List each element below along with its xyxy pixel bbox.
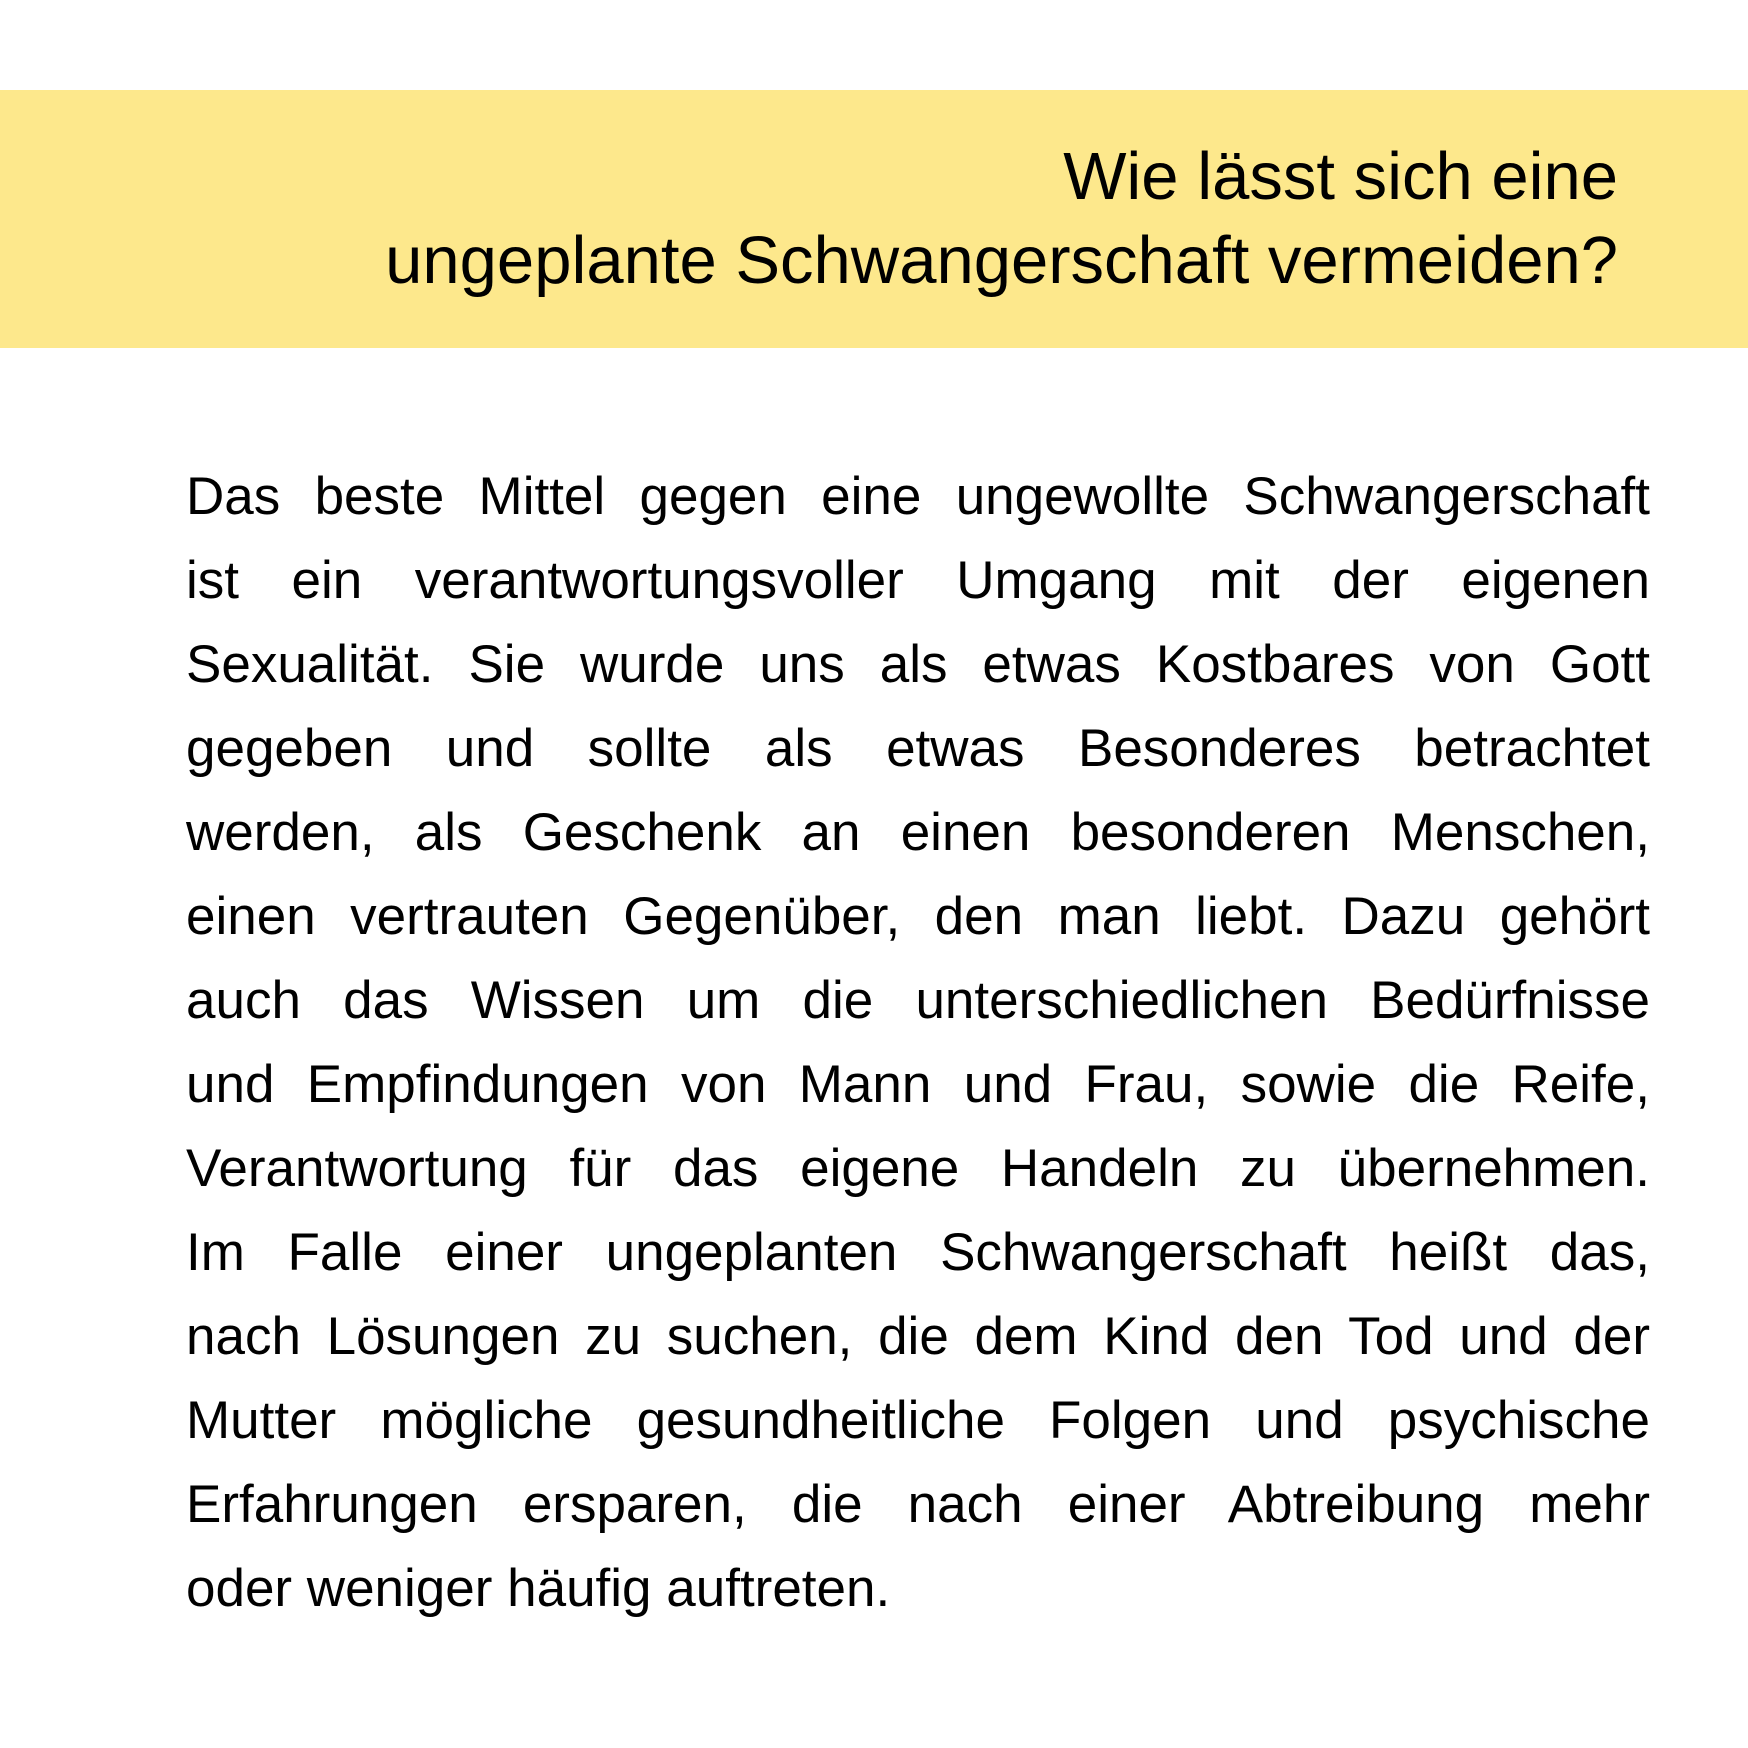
page-title-line-2: ungeplante Schwangerschaft vermeiden?	[385, 223, 1618, 298]
body-line: Erfahrungen ersparen, die nach einer Abtreibung mehr	[186, 1475, 1650, 1534]
body-line: Im Falle einer ungeplanten Schwangerschaft heißt das,	[186, 1223, 1650, 1282]
body-line: ist ein verantwortungsvoller Umgang mit der eigenen	[186, 551, 1650, 610]
body-line: Sexualität. Sie wurde uns als etwas Kostbares von Gott	[186, 635, 1650, 694]
body-line: Mutter mögliche gesundheitliche Folgen und psychische	[186, 1391, 1650, 1450]
page-title-line-1: Wie lässt sich eine	[1063, 139, 1618, 214]
body-line: Verantwortung für das eigene Handeln zu übernehmen.	[186, 1139, 1650, 1198]
body-line: und Empfindungen von Mann und Frau, sowie die Reife,	[186, 1055, 1650, 1114]
body-line: gegeben und sollte als etwas Besonderes betrachtet	[186, 719, 1650, 778]
body-line: oder weniger häufig auftreten.	[186, 1559, 891, 1618]
body-line: nach Lösungen zu suchen, die dem Kind den Tod und der	[186, 1307, 1650, 1366]
body-paragraph	[186, 455, 1650, 1631]
title-banner	[0, 90, 1748, 348]
body-line: Das beste Mittel gegen eine ungewollte Schwangerschaft	[186, 467, 1650, 526]
body-line: werden, als Geschenk an einen besonderen Menschen,	[186, 803, 1650, 862]
body-line: auch das Wissen um die unterschiedlichen Bedürfnisse	[186, 971, 1650, 1030]
body-line: einen vertrauten Gegenüber, den man liebt. Dazu gehört	[186, 887, 1650, 946]
